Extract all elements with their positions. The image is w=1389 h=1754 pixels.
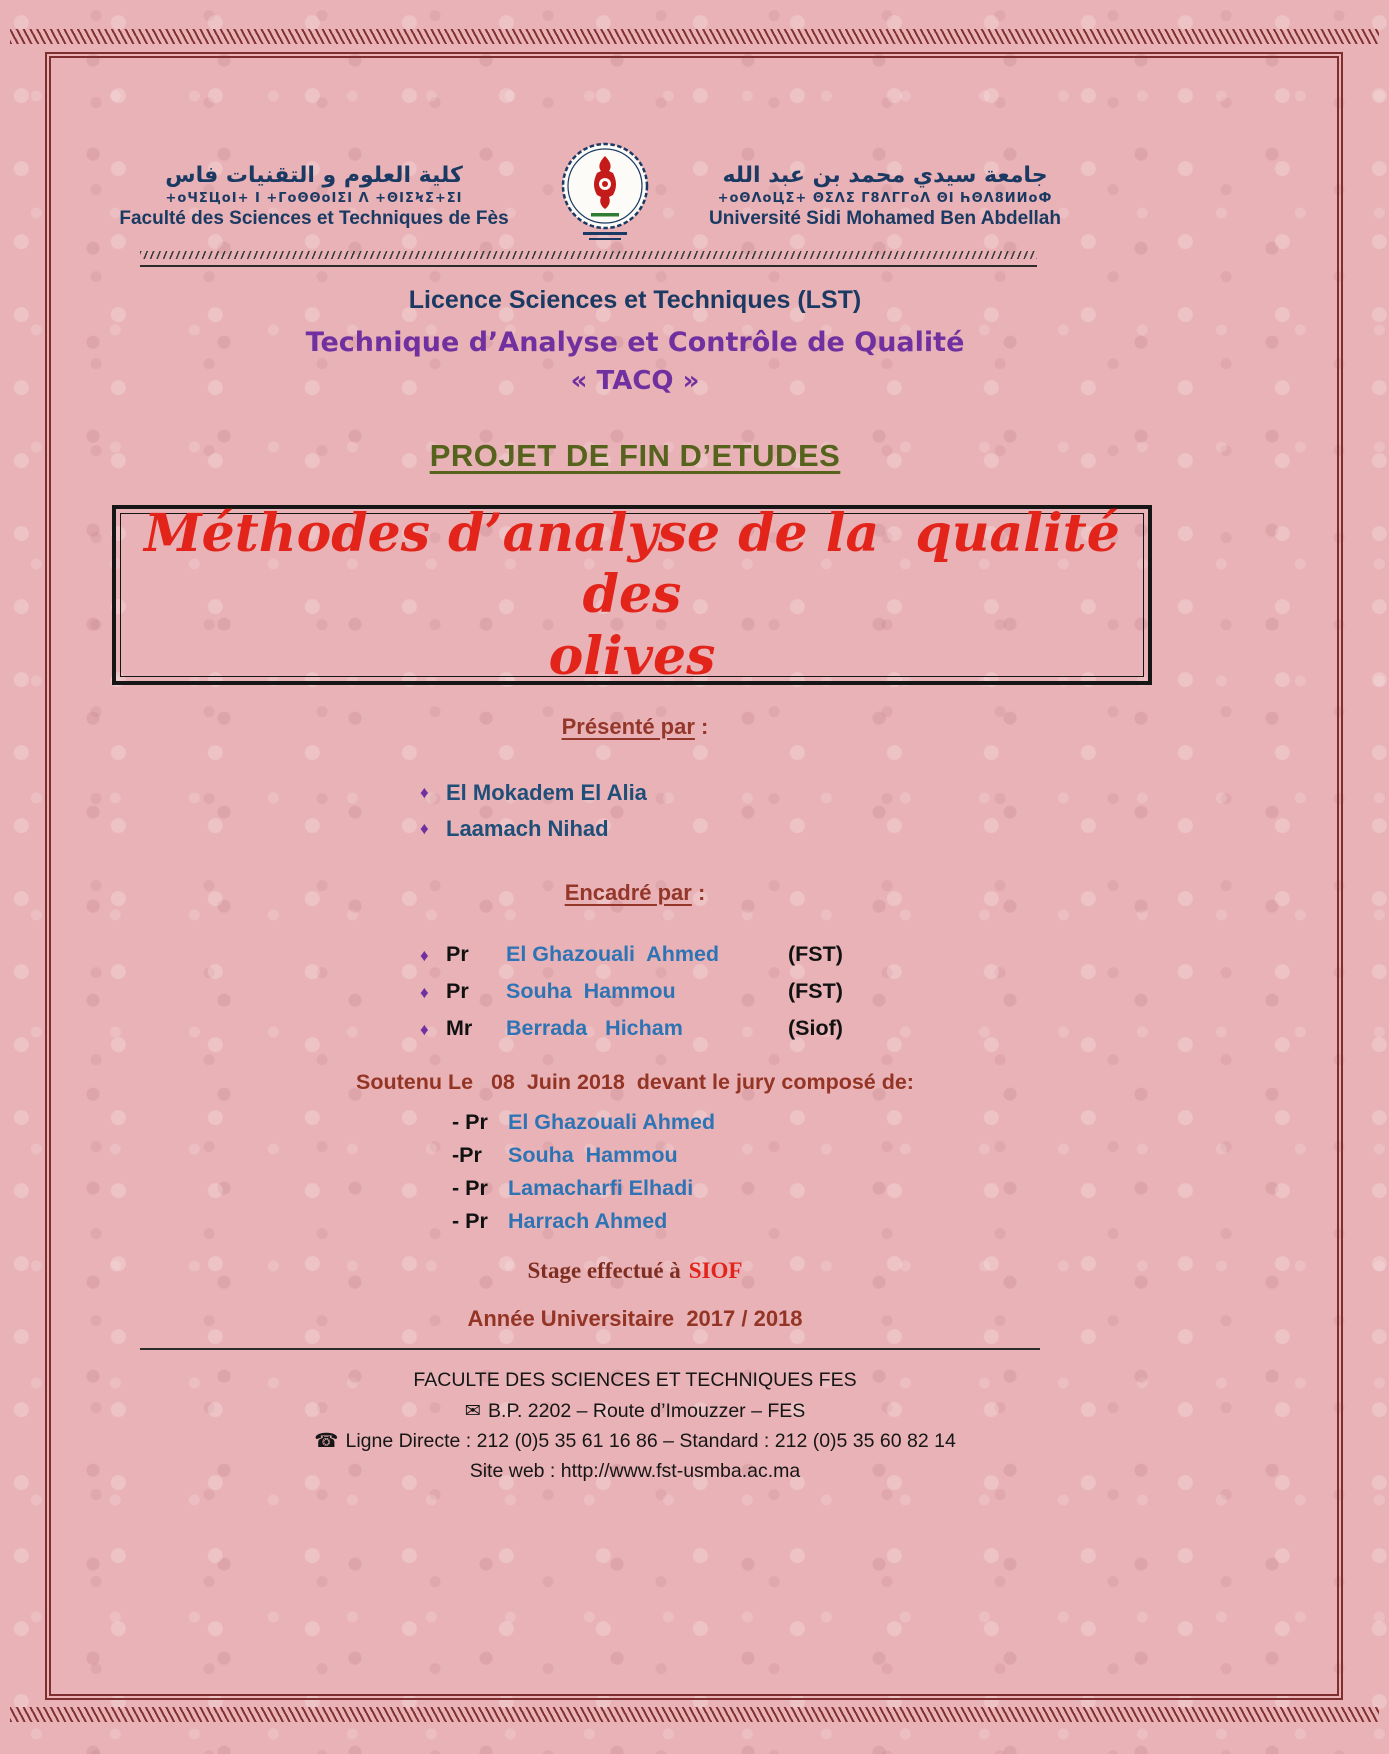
- university-logo: [555, 140, 655, 253]
- supervisor-name: El Ghazouali Ahmed: [506, 942, 720, 966]
- supervisor-affiliation: (FST): [788, 942, 843, 966]
- university-name-tifinagh: +oΘΛoЦΣ+ ΘΣΛΣ Г8ΛГГoΛ ΘI ҺΘΛ8ИИoФ: [717, 191, 1053, 206]
- defense-intro: Soutenu Le 08 Juin 2018 devant le jury composé de:: [356, 1070, 914, 1094]
- jury-member-title: - Pr: [452, 1209, 488, 1233]
- footer-phone-text: Ligne Directe : 212 (0)5 35 61 16 86 – Standard : 212 (0)5 35 60 82 14: [345, 1430, 956, 1452]
- thesis-title-line2: olives: [548, 625, 716, 687]
- diamond-bullet-icon: ♦: [420, 819, 429, 838]
- jury-member-name: El Ghazouali Ahmed: [508, 1110, 716, 1134]
- supervisor-affiliation: (Siof): [788, 1016, 843, 1040]
- footer-address-text: B.P. 2202 – Route d’Imouzzer – FES: [488, 1399, 806, 1422]
- supervised-by-label: Encadré par: [564, 880, 692, 905]
- jury-member-title: - Pr: [452, 1110, 488, 1134]
- footer: [75, 1366, 1195, 1486]
- presenter-item: [420, 816, 647, 842]
- presented-by-colon: :: [694, 714, 709, 739]
- degree-line: Licence Sciences et Techniques (LST): [408, 286, 862, 314]
- internship-company: SIOF: [688, 1258, 743, 1283]
- diamond-bullet-icon: ♦: [420, 783, 429, 802]
- diamond-bullet-icon: ♦: [420, 946, 429, 965]
- jury-item: [452, 1139, 715, 1172]
- presenter-name: El Mokadem El Alia: [446, 780, 647, 805]
- jury-item: [452, 1106, 715, 1139]
- program-block: [75, 286, 1195, 396]
- faculty-name-tifinagh: +oЧΣЦoI+ I +ГoΘΘoIΣI Λ +ΘIΣϞΣ+ΣI: [165, 191, 463, 206]
- thesis-title-line1: Méthodes d’analyse de la qualité des: [144, 502, 1138, 626]
- internship-line: [75, 1258, 1195, 1284]
- supervisor-title: Mr: [446, 1016, 473, 1040]
- footer-phone-line: [75, 1426, 1195, 1457]
- jury-list: [452, 1106, 715, 1238]
- academic-year: Année Universitaire 2017 / 2018: [467, 1306, 803, 1331]
- jury-member-name: Lamacharfi Elhadi: [508, 1176, 694, 1200]
- university-name-french: Université Sidi Mohamed Ben Abdellah: [709, 208, 1061, 229]
- title-box: [112, 502, 1152, 687]
- presenter-list: [420, 780, 647, 852]
- jury-item: [452, 1205, 715, 1238]
- supervisor-title: Pr: [446, 942, 469, 966]
- diamond-bullet-icon: ♦: [420, 1020, 429, 1039]
- footer-faculty-line: FACULTE DES SCIENCES ET TECHNIQUES FES: [413, 1369, 857, 1391]
- header: [118, 140, 1070, 253]
- university-emblem-icon: [555, 140, 655, 248]
- jury-member-name: Harrach Ahmed: [508, 1209, 668, 1233]
- report-type-heading: PROJET DE FIN D’ETUDES: [429, 438, 841, 473]
- footer-website-line: Site web : http://www.fst-usmba.ac.ma: [469, 1459, 801, 1482]
- faculty-block: [118, 163, 510, 230]
- program-abbreviation: « TACQ »: [570, 366, 700, 396]
- internship-label: Stage effectué à: [527, 1258, 681, 1283]
- faculty-name-french: Faculté des Sciences et Techniques de Fès: [119, 208, 509, 229]
- supervisor-title: Pr: [446, 979, 469, 1003]
- jury-member-title: - Pr: [452, 1176, 488, 1200]
- university-block: [700, 163, 1070, 230]
- program-name: Technique d’Analyse et Contrôle de Qualité: [305, 327, 965, 358]
- supervisor-item: [420, 942, 843, 967]
- university-name-arabic: جامعة سيدي محمد بن عبد الله: [722, 163, 1048, 188]
- presenter-name: Laamach Nihad: [446, 816, 609, 841]
- faculty-name-arabic: كلية العلوم و التقنيات فاس: [165, 163, 463, 188]
- bottom-border-hatch: [10, 1707, 1379, 1722]
- phone-icon: ☎: [314, 1429, 339, 1452]
- footer-address-line: [75, 1396, 1195, 1427]
- title-box-inner: [120, 502, 1144, 687]
- supervisor-name: Souha Hammou: [506, 979, 676, 1003]
- mail-icon: ✉: [464, 1398, 482, 1422]
- top-border-hatch: [10, 29, 1379, 44]
- supervisor-name: Berrada Hicham: [506, 1016, 683, 1040]
- presented-by-label: Présenté par: [561, 714, 695, 739]
- header-rule: [140, 265, 1037, 267]
- supervised-by-colon: :: [691, 880, 706, 905]
- header-zigzag-rule: [140, 251, 1037, 259]
- presenter-item: [420, 780, 647, 806]
- jury-member-name: Souha Hammou: [508, 1143, 678, 1167]
- jury-item: [452, 1172, 715, 1205]
- diamond-bullet-icon: ♦: [420, 983, 429, 1002]
- footer-rule: [140, 1348, 1040, 1350]
- jury-member-title: -Pr: [452, 1143, 482, 1167]
- supervisor-item: [420, 979, 843, 1004]
- supervised-by-heading: [75, 880, 1195, 906]
- supervisor-affiliation: (FST): [788, 979, 843, 1003]
- presented-by-heading: [75, 714, 1195, 740]
- supervisor-item: [420, 1016, 843, 1041]
- supervisor-list: [420, 942, 843, 1053]
